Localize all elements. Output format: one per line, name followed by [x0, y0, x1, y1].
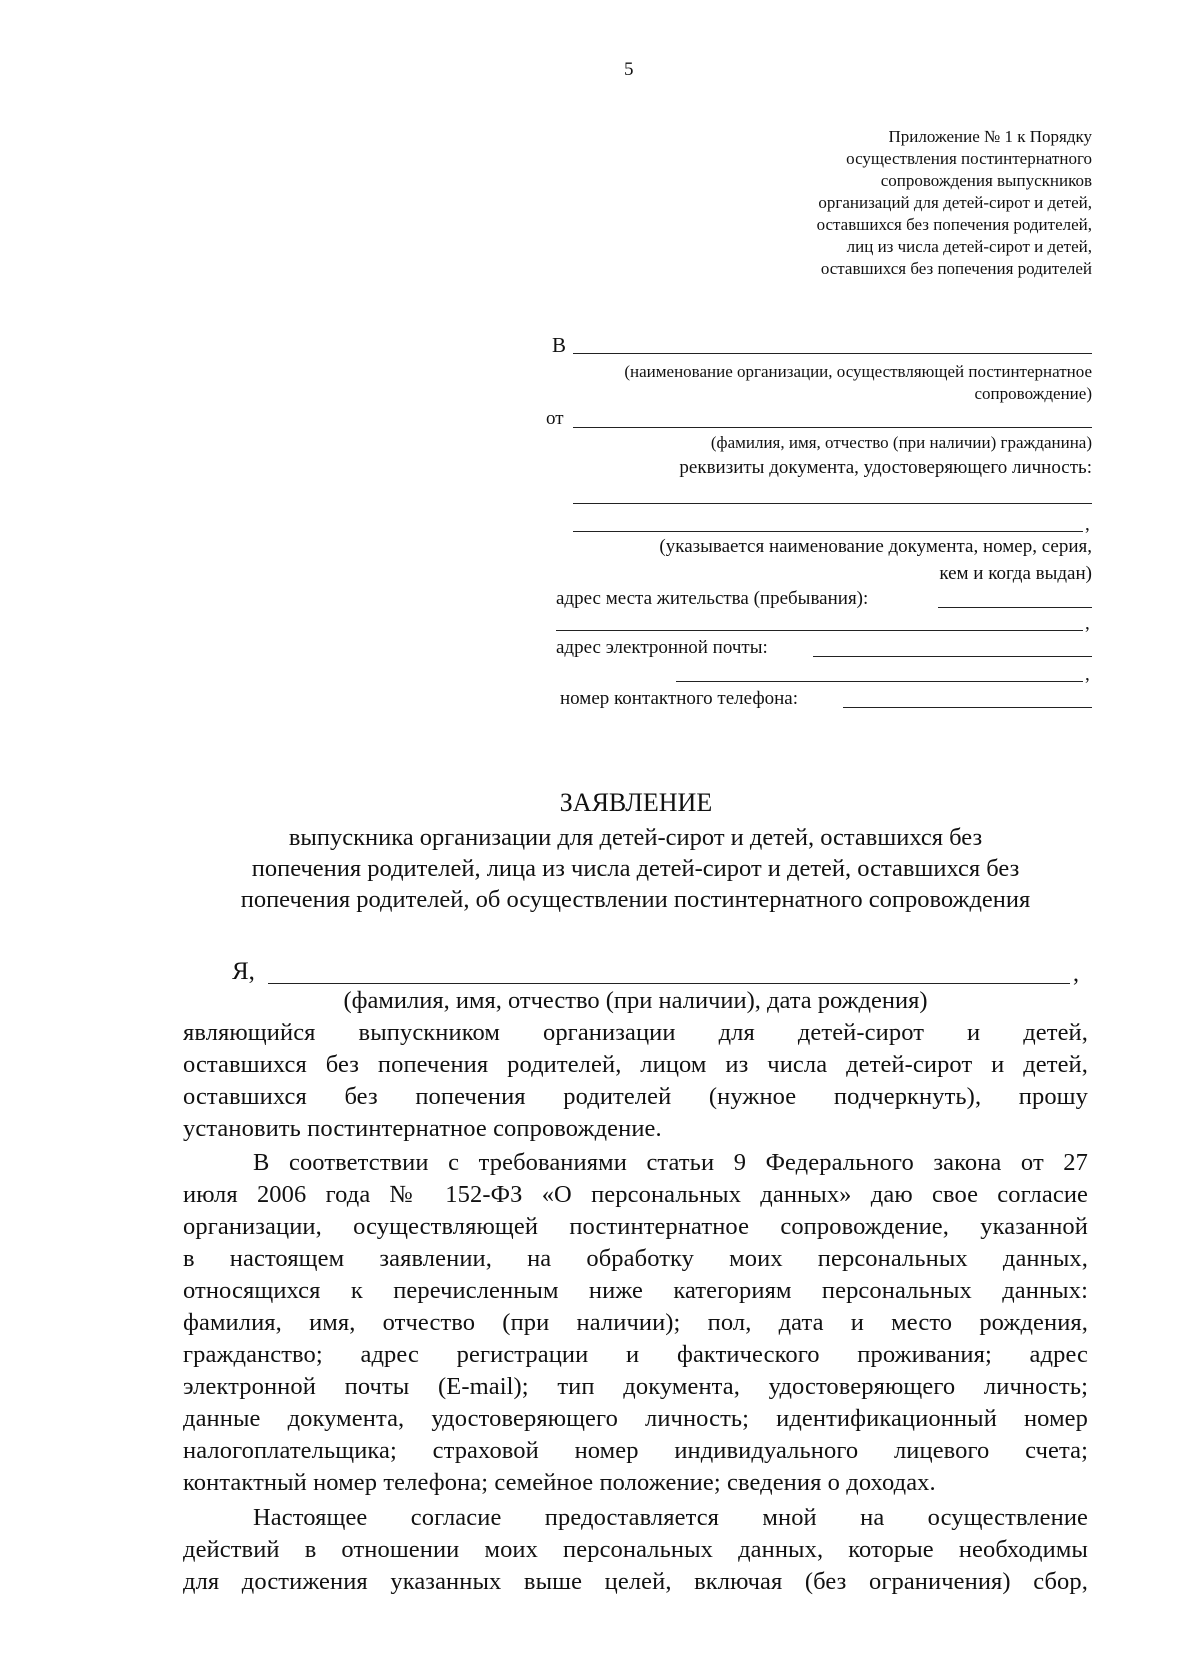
- appendix-line: организаций для детей-сирот и детей,: [818, 193, 1092, 212]
- i-comma: ,: [1073, 961, 1079, 987]
- body-line: организации, осуществляющей постинтернатное сопровождение, указанной: [183, 1213, 1088, 1240]
- i-caption: (фамилия, имя, отчество (при наличии), дата рождения): [343, 987, 928, 1014]
- body-line: июля 2006 года № 152-ФЗ «О персональных данных» даю свое согласие: [183, 1181, 1088, 1208]
- body-line: гражданство; адрес регистрации и фактического проживания; адрес: [183, 1341, 1088, 1368]
- appendix-line: осуществления постинтернатного: [846, 149, 1092, 168]
- id-doc-line-1[interactable]: [573, 503, 1092, 504]
- body-line: относящихся к перечисленным ниже категориям персональных данных:: [183, 1277, 1088, 1304]
- body-line: оставшихся без попечения родителей (нужное подчеркнуть), прошу: [183, 1083, 1088, 1110]
- to-caption-line: (наименование организации, осуществляющей постинтернатное: [624, 362, 1092, 381]
- id-doc-caption-line: кем и когда выдан): [939, 563, 1092, 584]
- to-organization-line[interactable]: [573, 353, 1092, 354]
- document-subtitle: [183, 822, 1088, 915]
- id-doc-caption: [540, 533, 1092, 587]
- email-label: адрес электронной почты:: [556, 637, 768, 658]
- id-doc-caption-line: (указывается наименование документа, номер, серия,: [659, 536, 1092, 557]
- phone-label: номер контактного телефона:: [560, 688, 799, 709]
- body-line: установить постинтернатное сопровождение.: [183, 1115, 662, 1142]
- subtitle-line: попечения родителей, лица из числа детей-сирот и детей, оставшихся без: [251, 855, 1020, 882]
- subtitle-line: попечения родителей, об осуществлении постинтернатного сопровождения: [240, 886, 1031, 913]
- body-line: контактный номер телефона; семейное положение; сведения о доходах.: [183, 1469, 936, 1496]
- from-caption: (фамилия, имя, отчество (при наличии) гражданина): [710, 433, 1092, 452]
- appendix-line: Приложение № 1 к Порядку: [888, 127, 1092, 146]
- applicant-name-line[interactable]: [268, 983, 1070, 984]
- from-name-line[interactable]: [573, 427, 1092, 428]
- id-doc-label: реквизиты документа, удостоверяющего личность:: [679, 457, 1092, 478]
- email-line-1[interactable]: [813, 656, 1092, 657]
- appendix-line: лиц из числа детей-сирот и детей,: [846, 237, 1092, 256]
- address-comma: ,: [1085, 613, 1090, 634]
- address-line-2[interactable]: [556, 630, 1083, 631]
- i-prefix: Я,: [232, 958, 255, 985]
- appendix-line: сопровождения выпускников: [880, 171, 1092, 190]
- appendix-line: оставшихся без попечения родителей: [820, 259, 1092, 278]
- body-line: Настоящее согласие предоставляется мной на осуществление: [253, 1504, 1088, 1531]
- to-caption-line: сопровождение): [974, 384, 1092, 403]
- body-line: фамилия, имя, отчество (при наличии); пол, дата и место рождения,: [183, 1309, 1088, 1336]
- appendix-line: оставшихся без попечения родителей,: [816, 215, 1092, 234]
- page-number: 5: [624, 59, 634, 80]
- phone-line[interactable]: [843, 707, 1092, 708]
- body-line: оставшихся без попечения родителей, лицом из числа детей-сирот и детей,: [183, 1051, 1088, 1078]
- to-caption: [520, 361, 1092, 405]
- document-title: ЗАЯВЛЕНИЕ: [559, 788, 713, 817]
- email-line-2[interactable]: [676, 681, 1083, 682]
- body-line: налогоплательщика; страховой номер индивидуального лицевого счета;: [183, 1437, 1088, 1464]
- body-line: электронной почты (E-mail); тип документа, удостоверяющего личность;: [183, 1373, 1088, 1400]
- body-line: в настоящем заявлении, на обработку моих персональных данных,: [183, 1245, 1088, 1272]
- body-line: данные документа, удостоверяющего личность; идентификационный номер: [183, 1405, 1088, 1432]
- address-label: адрес места жительства (пребывания):: [556, 588, 869, 609]
- appendix-block: [700, 126, 1092, 280]
- body-line: для достижения указанных выше целей, включая (без ограничения) сбор,: [183, 1568, 1088, 1595]
- body-line: В соответствии с требованиями статьи 9 Федерального закона от 27: [253, 1149, 1088, 1176]
- email-comma: ,: [1085, 664, 1090, 685]
- id-doc-line-2[interactable]: [573, 531, 1083, 532]
- address-line-1[interactable]: [938, 607, 1092, 608]
- id-doc-comma: ,: [1085, 514, 1090, 535]
- subtitle-line: выпускника организации для детей-сирот и детей, оставшихся без: [288, 824, 983, 851]
- body-line: действий в отношении моих персональных данных, которые необходимы: [183, 1536, 1088, 1563]
- body-line: являющийся выпускником организации для детей-сирот и детей,: [183, 1019, 1088, 1046]
- to-prefix: В: [552, 333, 567, 357]
- from-prefix: от: [546, 408, 564, 429]
